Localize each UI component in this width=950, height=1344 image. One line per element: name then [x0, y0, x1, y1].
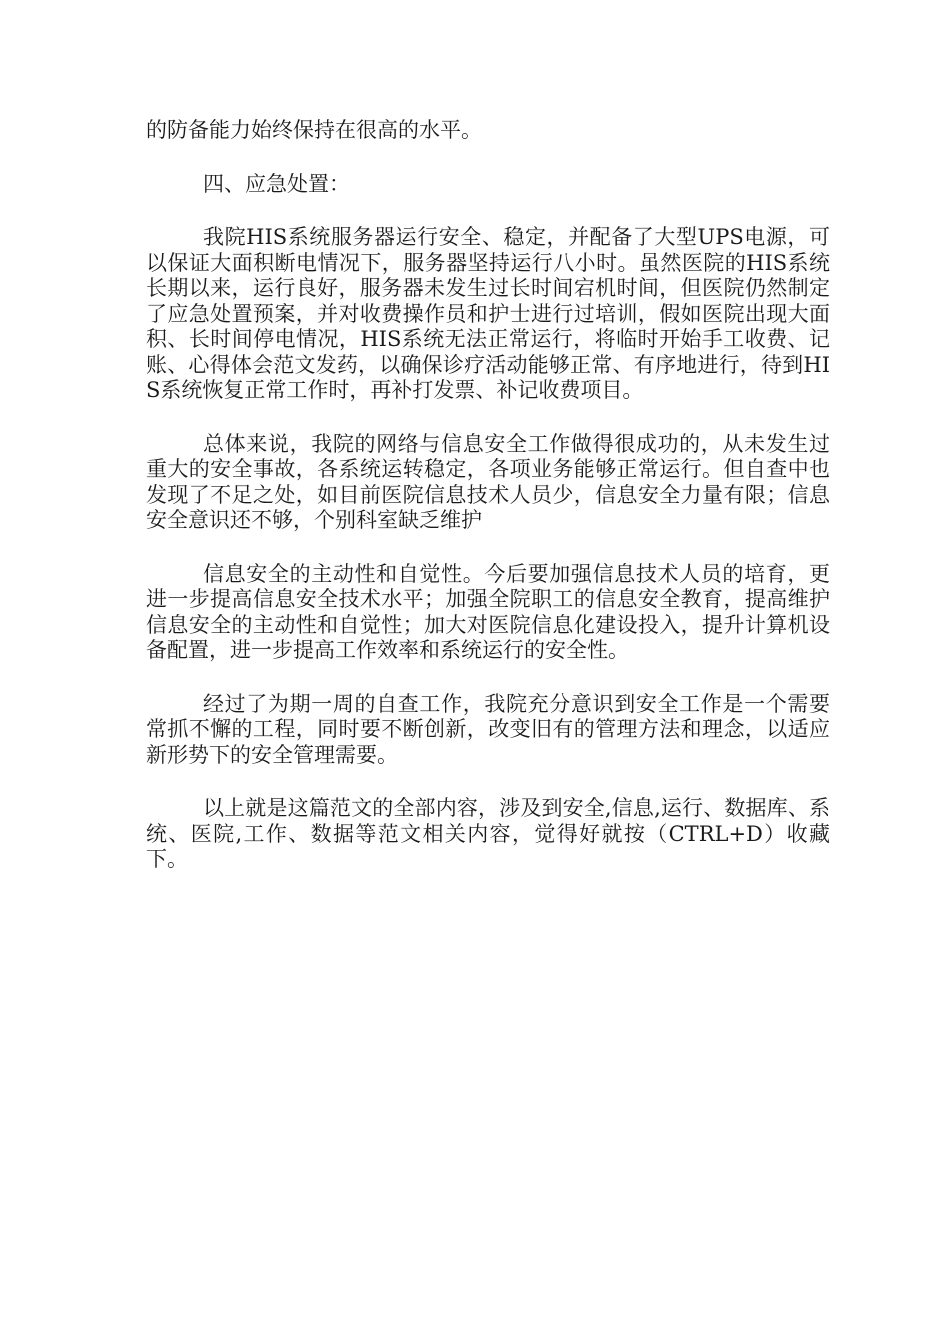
section-heading-emergency: 四、应急处置： — [203, 171, 350, 196]
paragraph-summary: 总体来说，我院的网络与信息安全工作做得很成功的，从未发生过重大的安全事故，各系统运转稳定，各项业务能够正常运行。但自查中也发现了不足之处，如目前医院信息技术人员少，信息安全力量有限；信息安全意识还不够，个别科室缺乏维护 — [146, 431, 830, 532]
paragraph-closing-note: 以上就是这篇范文的全部内容，涉及到安全,信息,运行、数据库、系统、医院,工作、数据等范文相关内容，觉得好就按（CTRL+D）收藏下。 — [146, 796, 830, 871]
paragraph-improvement: 信息安全的主动性和自觉性。今后要加强信息技术人员的培育，更进一步提高信息安全技术水平；加强全院职工的信息安全教育，提高维护信息安全的主动性和自觉性；加大对医院信息化建设投入，提升计算机设备配置，进一步提高工作效率和系统运行的安全性。 — [146, 561, 830, 662]
paragraph-continuation: 的防备能力始终保持在很高的水平。 — [146, 118, 482, 142]
paragraph-self-inspection: 经过了为期一周的自查工作，我院充分意识到安全工作是一个需要常抓不懈的工程，同时要不断创新，改变旧有的管理方法和理念，以适应新形势下的安全管理需要。 — [146, 691, 830, 767]
paragraph-emergency-handling: 我院HIS系统服务器运行安全、稳定，并配备了大型UPS电源，可以保证大面积断电情况下，服务器坚持运行八小时。虽然医院的HIS系统长期以来，运行良好，服务器未发生过长时间宕机时间，但医院仍然制定了应急处置预案，并对收费操作员和护士进行过培训，假如医院出现大面积、长时间停电情况，HIS系统无法正常运行，将临时开始手工收费、记账、心得体会范文发药，以确保诊疗活动能够正常、有序地进行，待到HIS系统恢复正常工作时，再补打发票、补记收费项目。 — [146, 225, 830, 402]
document-body — [146, 118, 830, 901]
